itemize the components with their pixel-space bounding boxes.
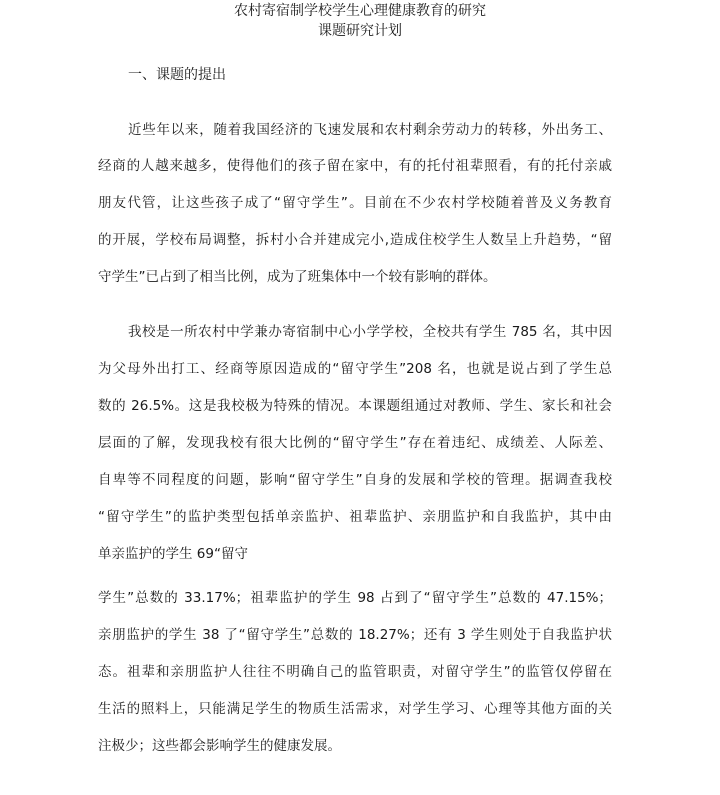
paragraph-2-line: “留守学生”的监护类型包括单亲监护、祖辈监护、亲朋监护和自我监护，其中由 — [98, 509, 612, 525]
paragraph-2-line: 为父母外出打工、经商等原因造成的“留守学生”208 名，也就是说占到了学生总 — [98, 361, 612, 377]
paragraph-2-line: 层面的了解，发现我校有很大比例的“留守学生”存在着违纪、成绩差、人际差、 — [98, 435, 612, 451]
paragraph-1-line: 守学生”已占到了相当比例，成为了班集体中一个较有影响的群体。 — [98, 269, 497, 285]
paragraph-3-line: 态。祖辈和亲朋监护人往往不明确自己的监管职责，对留守学生”的监管仅停留在 — [98, 664, 612, 680]
paragraph-2-line: 自卑等不同程度的问题，影响“留守学生”自身的发展和学校的管理。据调查我校 — [98, 472, 612, 488]
paragraph-3-line: 学生”总数的 33.17%；祖辈监护的学生 98 占到了“留守学生”总数的 47.15%； — [98, 590, 612, 606]
paragraph-1-line: 近些年以来，随着我国经济的飞速发展和农村剩余劳动力的转移，外出务工、 — [128, 122, 612, 138]
paragraph-1-line: 经商的人越来越多，使得他们的孩子留在家中，有的托付祖辈照看，有的托付亲戚 — [98, 158, 612, 174]
paragraph-3-line: 生活的照料上，只能满足学生的物质生活需求，对学生学习、心理等其他方面的关 — [98, 701, 612, 717]
paragraph-1-line: 朋友代管，让这些孩子成了“留守学生”。目前在不少农村学校随着普及义务教育 — [98, 195, 612, 211]
paragraph-2-line: 数的 26.5%。这是我校极为特殊的情况。本课题组通过对教师、学生、家长和社会 — [98, 398, 612, 414]
section-heading: 一、课题的提出 — [128, 67, 226, 83]
paragraph-3-line: 亲朋监护的学生 38 了“留守学生”总数的 18.27%；还有 3 学生则处于自我监护状 — [98, 627, 612, 643]
paragraph-2-line: 我校是一所农村中学兼办寄宿制中心小学学校，全校共有学生 785 名，其中因 — [128, 324, 612, 340]
paragraph-1-line: 的开展，学校布局调整，拆村小合并建成完小,造成住校学生人数呈上升趋势，“留 — [98, 232, 612, 248]
document-subtitle: 课题研究计划 — [318, 23, 402, 39]
paragraph-3-line: 注极少；这些都会影响学生的健康发展。 — [98, 738, 341, 754]
paragraph-2-line: 单亲监护的学生 69“留守 — [98, 546, 248, 562]
document-title: 农村寄宿制学校学生心理健康教育的研究 — [234, 3, 486, 19]
